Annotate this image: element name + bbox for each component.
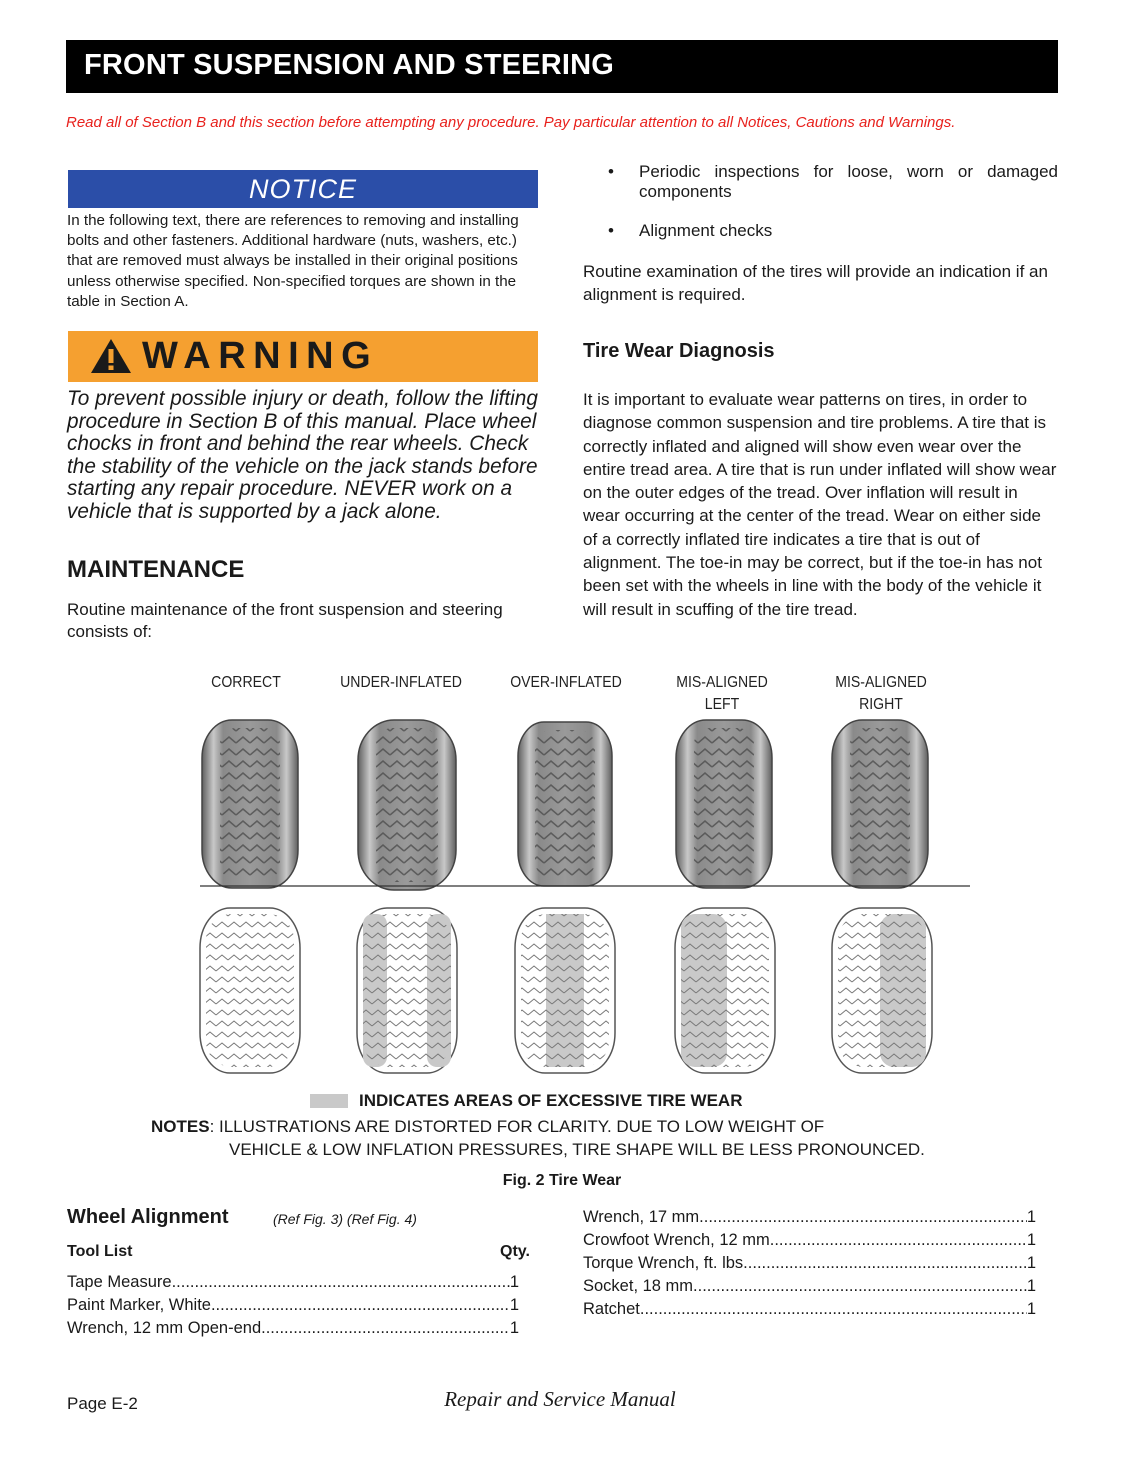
label-line: MIS-ALIGNED [676, 674, 768, 691]
tread-over-inflated [515, 908, 615, 1073]
notes-line: : ILLUSTRATIONS ARE DISTORTED FOR CLARITY. DUE TO LOW WEIGHT OF [209, 1117, 825, 1136]
tool-name: Ratchet [583, 1300, 640, 1318]
label-correct [171, 672, 321, 694]
tool-qty: 1 [1026, 1300, 1036, 1318]
label-line: OVER-INFLATED [510, 674, 622, 691]
warning-triangle-icon [90, 338, 132, 374]
list-item [583, 1275, 1036, 1298]
tire-under-inflated-side [358, 720, 456, 890]
page-number: Page E-2 [67, 1394, 138, 1413]
tool-list-right [583, 1206, 1036, 1321]
tool-name: Tape Measure [67, 1273, 172, 1291]
notes-line: VEHICLE & LOW INFLATION PRESSURES, TIRE SHAPE WILL BE LESS PRONOUNCED. [229, 1140, 925, 1159]
bullet-text: Alignment checks [639, 221, 773, 240]
list-item [583, 1298, 1036, 1321]
bullet-text: Periodic inspections for loose, worn or damaged components [639, 162, 1058, 201]
tool-name: Torque Wrench, ft. lbs. [583, 1254, 748, 1272]
maintenance-text: Routine maintenance of the front suspension and steering consists of: [67, 600, 503, 641]
tool-qty: 1 [1026, 1277, 1036, 1295]
notes-label: NOTES [151, 1117, 210, 1136]
list-item [67, 1271, 519, 1294]
wear-legend-text: INDICATES AREAS OF EXCESSIVE TIRE WEAR [359, 1091, 743, 1110]
tire-over-inflated-side [518, 722, 612, 886]
list-item [583, 162, 1058, 202]
label-over-inflated [491, 672, 641, 694]
list-item [67, 1317, 519, 1340]
label-line: MIS-ALIGNED [835, 674, 927, 691]
qty-heading: Qty. [500, 1243, 530, 1260]
tire-correct-side [202, 720, 298, 888]
tool-name: Wrench, 17 mm [583, 1208, 700, 1226]
warning-text: To prevent possible injury or death, follow the lifting procedure in Section B of this manual. Place wheel chocks in front and behind the rear wheels. Check the stability of the vehicle on the jack stands before starting any repair procedure. NEVER work on a vehicle that is supported by a jack alone. [67, 387, 538, 523]
tire-misaligned-left-side [676, 720, 772, 888]
label-line: RIGHT [859, 696, 903, 713]
tool-qty: 1 [509, 1273, 519, 1291]
label-line: UNDER-INFLATED [340, 674, 462, 691]
section-title-bar [66, 40, 1058, 93]
list-item [583, 1206, 1036, 1229]
tread-under-inflated [357, 908, 457, 1073]
tread-misaligned-left [675, 908, 775, 1073]
manual-title: Repair and Service Manual [444, 1387, 676, 1411]
label-under-inflated [326, 672, 476, 694]
tread-misaligned-right [832, 908, 932, 1073]
tool-qty: 1 [1026, 1231, 1036, 1249]
figure-notes [151, 1117, 824, 1137]
tool-name: Crowfoot Wrench, 12 mm [583, 1231, 770, 1249]
list-item [67, 1294, 519, 1317]
wear-legend-swatch [310, 1094, 348, 1108]
tool-qty: 1 [509, 1296, 519, 1314]
intro-instruction: Read all of Section B and this section before attempting any procedure. Pay particular attention to all Notices, Cautions and Warnings. [66, 114, 956, 131]
figure-caption: Fig. 2 Tire Wear [502, 1172, 622, 1189]
tire-misaligned-right-side [832, 720, 928, 888]
maintenance-followup: Routine examination of the tires will provide an indication if an alignment is required. [583, 262, 1048, 304]
warning-label: WARNING [142, 335, 379, 377]
bullet-icon: • [608, 221, 614, 240]
figure-reference: (Ref Fig. 3) (Ref Fig. 4) [273, 1211, 417, 1227]
list-item [583, 221, 1058, 241]
notice-banner: NOTICE [68, 170, 538, 208]
warning-banner [68, 331, 538, 382]
tire-wear-illustration [180, 710, 980, 1080]
maintenance-bullet-list [583, 162, 1058, 260]
tool-qty: 1 [1026, 1254, 1036, 1272]
section-title: FRONT SUSPENSION AND STEERING [84, 49, 614, 81]
wheel-alignment-heading: Wheel Alignment [67, 1206, 229, 1228]
tool-qty: 1 [509, 1319, 519, 1337]
tool-qty: 1 [1026, 1208, 1036, 1226]
list-item [583, 1252, 1036, 1275]
tool-name: Wrench, 12 mm Open-end [67, 1319, 262, 1337]
label-line: LEFT [704, 696, 740, 713]
tool-name: Paint Marker, White [67, 1296, 211, 1314]
notice-text: In the following text, there are references to removing and installing bolts and other fasteners. Additional hardware (nuts, washers, etc.) that are removed must always be installed in their original positions unless otherwise specified. Non-specified torques are shown in the table in Section A. [67, 212, 519, 310]
tire-wear-text: It is important to evaluate wear patterns on tires, in order to diagnose common suspension and tire problems. A tire that is correctly inflated and aligned will show even wear over the entire tread area. A tire that is run under inflated will show wear on the outer edges of the tread. Over inflation will result in wear occurring at the center of the tread. Wear on either side of a correctly inflated tire indicates a tire that is out of alignment. The toe-in may be correct, but if the toe-in has not been set with the wheels in line with the body of the vehicle it will result in scuffing of the tire tread. [583, 390, 1057, 619]
label-line: CORRECT [211, 674, 281, 691]
tool-list-heading: Tool List [67, 1243, 133, 1260]
tool-name: Socket, 18 mm [583, 1277, 694, 1295]
tread-correct [200, 908, 300, 1073]
tire-wear-heading: Tire Wear Diagnosis [583, 340, 775, 362]
tool-list-left [67, 1271, 519, 1340]
maintenance-heading: MAINTENANCE [67, 556, 245, 583]
bullet-icon: • [608, 162, 614, 181]
list-item [583, 1229, 1036, 1252]
